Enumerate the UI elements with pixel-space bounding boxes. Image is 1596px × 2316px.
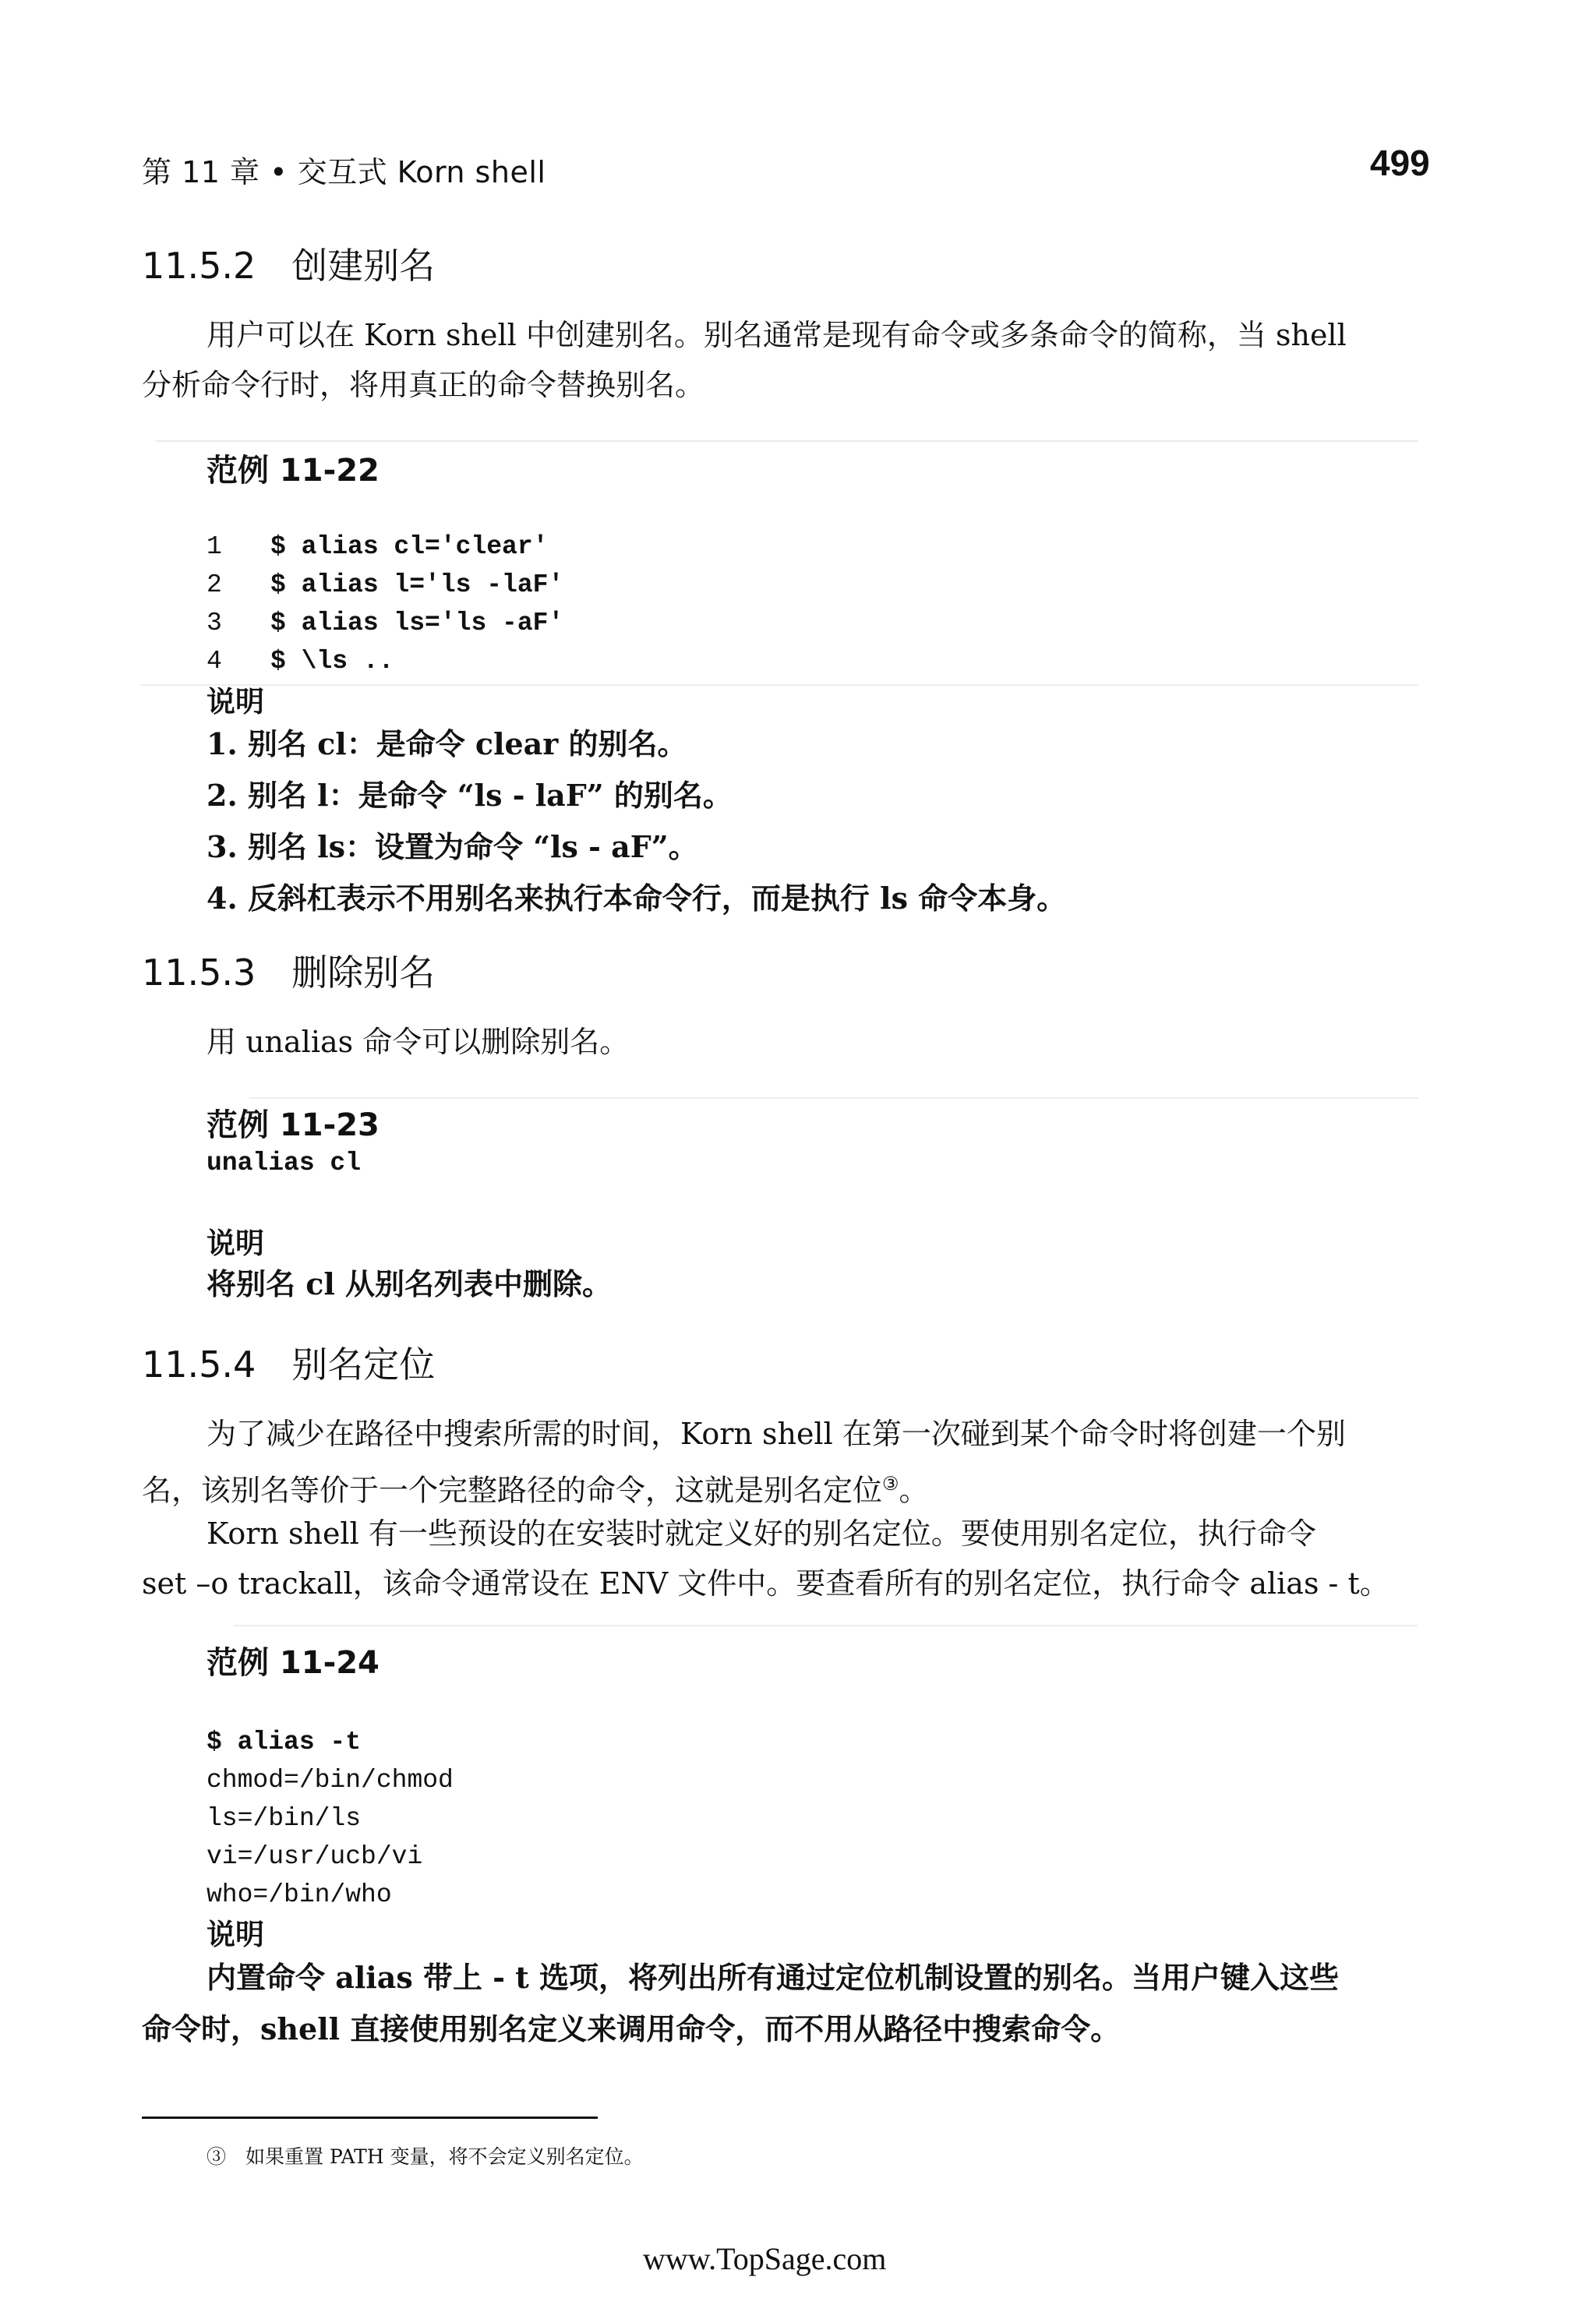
- running-header: 第 11 章 • 交互式 Korn shell: [142, 155, 546, 189]
- code-line: 3 $ alias ls='ls -aF': [207, 609, 564, 637]
- paragraph-line: 名，该别名等价于一个完整路径的命令，这就是别名定位③。: [142, 1473, 929, 1508]
- note-text: 内置命令 alias 带上 - t 选项，将列出所有通过定位机制设置的别名。当用户键入这些: [207, 1960, 1339, 1995]
- paragraph-line: 用户可以在 Korn shell 中创建别名。别名通常是现有命令或多条命令的简称，当 shell: [207, 318, 1347, 352]
- code-line: 1 $ alias cl='clear': [207, 532, 549, 561]
- note-heading: 说明: [207, 1227, 264, 1260]
- paragraph-line: 为了减少在路径中搜索所需的时间，Korn shell 在第一次碰到某个命令时将创建一个别: [207, 1417, 1346, 1451]
- note-heading: 说明: [207, 1918, 264, 1951]
- section-heading-11-5-4: 11.5.4 别名定位: [142, 1343, 436, 1386]
- note-item: 3. 别名 ls：设置为命令 “ls - aF”。: [207, 829, 698, 864]
- note-item: 4. 反斜杠表示不用别名来执行本命令行，而是执行 ls 命令本身。: [207, 881, 1067, 916]
- code-line: $ alias -t: [207, 1728, 362, 1756]
- code-line: 2 $ alias l='ls -laF': [207, 570, 564, 599]
- note-item: 1. 别名 cl：是命令 clear 的别名。: [207, 726, 687, 761]
- footnote-marker: ③: [882, 1473, 899, 1495]
- code-line: who=/bin/who: [207, 1880, 392, 1909]
- code-line: vi=/usr/ucb/vi: [207, 1842, 423, 1871]
- site-url: www.TopSage.com: [643, 2241, 887, 2276]
- code-block-11-23: unalias cl: [207, 1149, 362, 1177]
- note-item: 2. 别名 l：是命令 “ls - laF” 的别名。: [207, 778, 733, 813]
- code-line: 4 $ \ls ..: [207, 647, 394, 676]
- page-number: 499: [1370, 143, 1430, 183]
- example-title-11-24: 范例 11-24: [207, 1645, 380, 1681]
- section-heading-11-5-2: 11.5.2 创建别名: [142, 245, 436, 287]
- note-text: 将别名 cl 从别名列表中删除。: [207, 1266, 613, 1301]
- note-heading: 说明: [207, 685, 264, 718]
- example-title-11-23: 范例 11-23: [207, 1107, 380, 1143]
- paragraph-line: set –o trackall，该命令通常设在 ENV 文件中。要查看所有的别名定位，执行命令 alias - t。: [142, 1566, 1389, 1601]
- footnote-rule: [142, 2117, 598, 2119]
- code-line: chmod=/bin/chmod: [207, 1766, 454, 1795]
- paragraph-line: Korn shell 有一些预设的在安装时就定义好的别名定位。要使用别名定位，执行命令: [207, 1516, 1316, 1551]
- section-heading-11-5-3: 11.5.3 删除别名: [142, 951, 436, 994]
- code-line: ls=/bin/ls: [207, 1804, 362, 1833]
- paragraph-line: 分析命令行时，将用真正的命令替换别名。: [142, 368, 705, 402]
- example-title-11-22: 范例 11-22: [207, 453, 380, 489]
- paragraph-line: 用 unalias 命令可以删除别名。: [207, 1025, 630, 1059]
- note-text: 命令时，shell 直接使用别名定义来调用命令，而不用从路径中搜索命令。: [142, 2011, 1121, 2046]
- footnote: ③ 如果重置 PATH 变量，将不会定义别名定位。: [207, 2145, 644, 2168]
